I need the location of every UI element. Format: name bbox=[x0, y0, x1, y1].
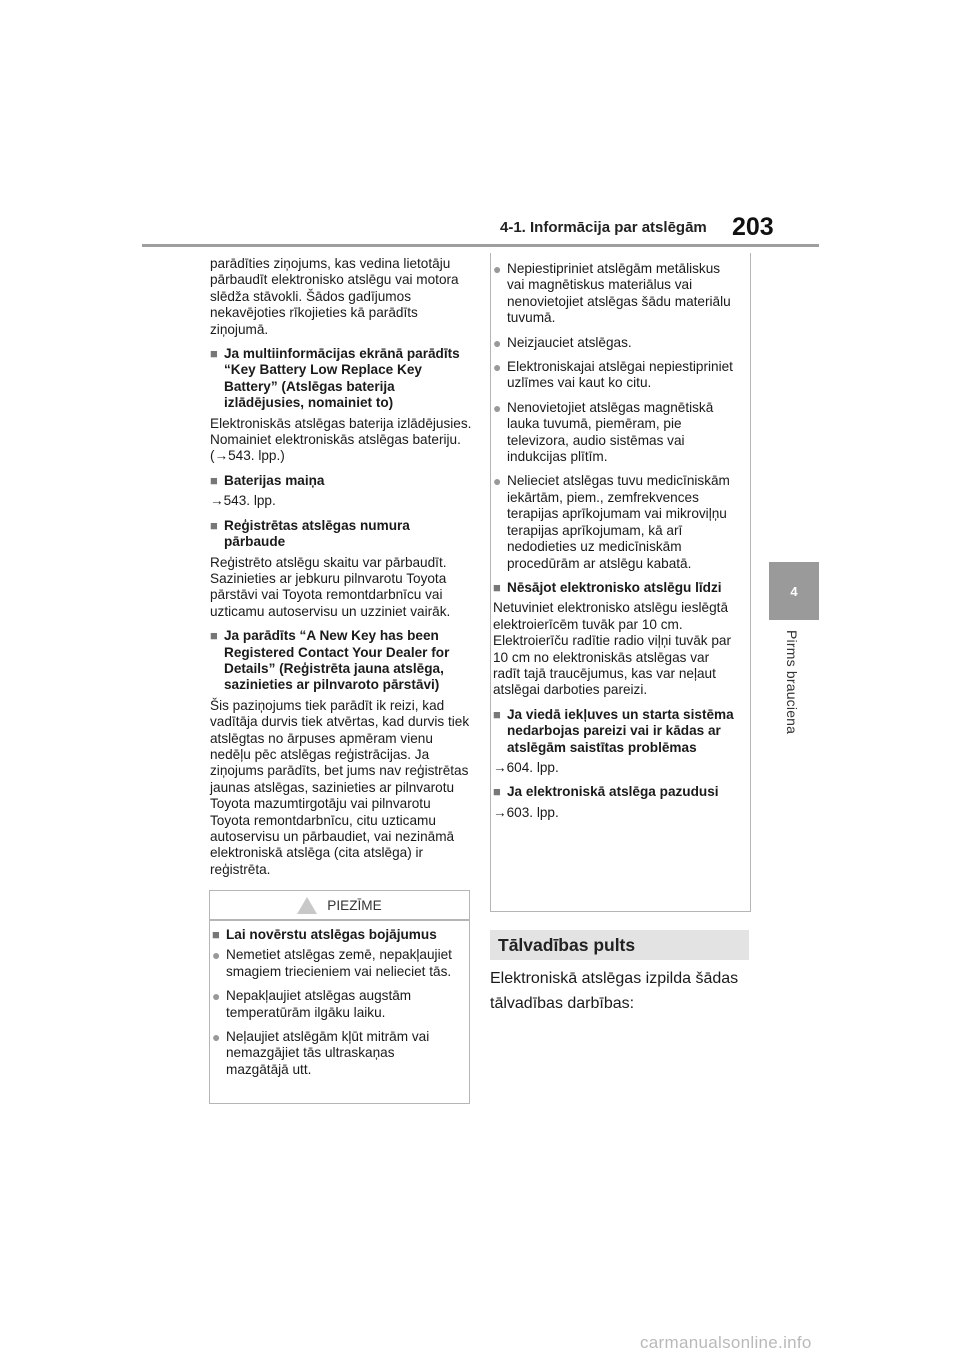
note-body bbox=[210, 921, 469, 1090]
note-header bbox=[210, 891, 469, 921]
bullet-dot-icon: ● bbox=[493, 334, 502, 351]
heading: ■ Ja parādīts “A New Key has been Registered Contact Your Dealer for Details” (Reģistrēta jauna atslēga, sazinieties ar pilnvaroto pārstāvi) bbox=[210, 628, 450, 693]
heading: ■ Nēsājot elektronisko atslēgu līdzi bbox=[493, 579, 722, 595]
square-bullet-icon: ■ bbox=[493, 706, 501, 722]
heading: ■ Ja multiinformācijas ekrānā parādīts “Key Battery Low Replace Key Battery” (Atslēgas baterija izlādējusies, nomainiet to) bbox=[210, 346, 460, 411]
bullet-dot-icon: ● bbox=[212, 947, 221, 964]
square-bullet-icon: ■ bbox=[493, 579, 501, 595]
bullet-dot-icon: ● bbox=[212, 1029, 221, 1046]
square-bullet-icon: ■ bbox=[493, 784, 501, 800]
page-number: 203 bbox=[732, 213, 774, 241]
bullet-dot-icon: ● bbox=[493, 359, 502, 376]
square-bullet-icon: ■ bbox=[212, 927, 220, 942]
bullet-dot-icon: ● bbox=[493, 261, 502, 277]
list-item: ● Neizjauciet atslēgas. bbox=[493, 334, 632, 351]
heading: ■ Baterijas maiņa bbox=[210, 472, 325, 488]
paragraph: Elektroniskās atslēgas baterija izlādējusies. Nomainiet elektroniskās atslēgas bateriju. (→543. lpp.) bbox=[210, 415, 472, 464]
square-bullet-icon: ■ bbox=[210, 346, 218, 362]
left-column bbox=[210, 256, 472, 886]
heading: ■ Reģistrētas atslēgas numura pārbaude bbox=[210, 517, 410, 550]
bullet-dot-icon: ● bbox=[493, 473, 502, 490]
section-heading: Tālvadības pults bbox=[490, 930, 749, 960]
chapter-label: Pirms brauciena bbox=[784, 630, 800, 735]
note-box bbox=[209, 890, 470, 1104]
warning-triangle-icon bbox=[297, 897, 317, 914]
list-item: ● Nenovietojiet atslēgas magnētiskā lauka tuvumā, piemēram, pie televizora, audio sistēmas vai indukcijas plītīm. bbox=[493, 399, 714, 465]
bullet-dot-icon: ● bbox=[212, 988, 221, 1005]
section-intro: Elektroniskā atslēgas izpilda šādas tālvadības darbības: bbox=[490, 970, 739, 1012]
header-divider bbox=[142, 244, 819, 247]
heading: ■ Ja viedā iekļuves un starta sistēma nedarbojas pareizi vai ir kādas ar atslēgām saistītas problēmas bbox=[493, 706, 734, 755]
paragraph: Reģistrēto atslēgu skaitu var pārbaudīt. Sazinieties ar jebkuru pilnvarotu Toyota pārstāvi vai Toyota remontdarbnīcu vai uzticamu autoservisu un uzziniet vairāk. bbox=[210, 554, 451, 619]
section-title: 4-1. Informācija par atslēgām bbox=[500, 219, 707, 236]
watermark: carmanualsonline.info bbox=[640, 1333, 812, 1352]
list-item: ● Elektroniskajai atslēgai nepiestipriniet uzlīmes vai kaut ko citu. bbox=[493, 359, 733, 391]
square-bullet-icon: ■ bbox=[210, 472, 218, 488]
list-item: ● Nepiestipriniet atslēgām metāliskus vai magnētiskus materiālus vai nenovietojiet atslēgas šādu materiālu tuvumā. bbox=[493, 261, 731, 326]
note-box-continued bbox=[490, 253, 751, 912]
square-bullet-icon: ■ bbox=[210, 517, 218, 533]
list-item: ● Nemetiet atslēgas zemē, nepakļaujiet smagiem triecieniem vai nelieciet tās. bbox=[212, 947, 452, 979]
bullet-dot-icon: ● bbox=[493, 399, 502, 416]
page-reference: →543. lpp. bbox=[210, 493, 276, 509]
heading: ■ Lai novērstu atslēgas bojājumus bbox=[212, 927, 437, 942]
note-body bbox=[491, 253, 750, 829]
page-reference: →603. lpp. bbox=[493, 804, 559, 820]
page-reference: →604. lpp. bbox=[493, 759, 559, 775]
list-item: ● Nelieciet atslēgas tuvu medicīniskām iekārtām, piem., zemfrekvences terapijas aprīkojumam vai mikroviļņu terapijas aprīkojumam, kā arī nedodieties uz medicīniskām procedūrām ar atslēgu kabatā. bbox=[493, 473, 730, 571]
heading: ■ Ja elektroniskā atslēga pazudusi bbox=[493, 784, 719, 800]
paragraph: Šis paziņojums tiek parādīt ik reizi, kad vadītāja durvis tiek atvērtas, kad durvis tiek atslēgtas no ārpuses apmēram vienu nedēļu pēc atslēgas reģistrācijas. Ja ziņojums parādīts, bet jums nav reģistrētas jaunas atslēgas, sazinieties ar pilnvarotu Toyota mazumtirgotāju vai pilnvarotu Toyota remontdarbnīcu, citu uzticamu autoservisu un pārbaudiet, vai nezināmā elektroniskā atslēga (cita atslēga) ir reģistrēta. bbox=[210, 697, 470, 877]
paragraph: parādīties ziņojums, kas vedina lietotāju pārbaudīt elektronisko atslēgu vai motora slēdža stāvokli. Šādos gadījumos nekavējoties rīkojieties kā parādīts ziņojumā. bbox=[210, 256, 459, 337]
chapter-tab: 4 bbox=[769, 562, 819, 620]
list-item: ● Neļaujiet atslēgām kļūt mitrām vai nemazgājiet tās ultraskaņas mazgātājā utt. bbox=[212, 1029, 430, 1077]
note-title: PIEZĪME bbox=[327, 897, 382, 913]
square-bullet-icon: ■ bbox=[210, 628, 218, 644]
paragraph: Netuviniet elektronisko atslēgu ieslēgtā elektroierīcēm tuvāk par 10 cm. Elektroierīču radītie radio viļņi tuvāk par 10 cm no elektroniskās atslēgas var radīt tajā traucējumus, kas var neļaut atslēgai darboties pareizi. bbox=[493, 600, 731, 698]
list-item: ● Nepakļaujiet atslēgas augstām temperatūrām ilgāku laiku. bbox=[212, 988, 412, 1020]
